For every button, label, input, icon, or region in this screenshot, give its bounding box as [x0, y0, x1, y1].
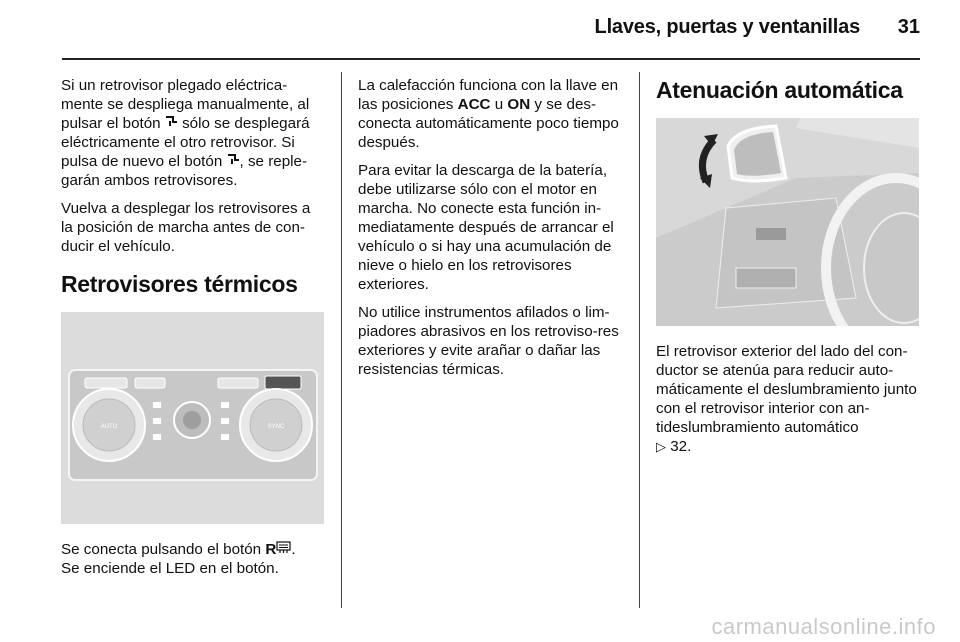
sync-label: SYNC	[267, 424, 285, 430]
paragraph-ignition: La calefacción funciona con la llave en las posiciones ACC u ON y se des-conecta automáticamente poco tiempo después.	[358, 77, 619, 151]
paragraph-folding: Si un retrovisor plegado eléctrica-mente se despliega manualmente, al pulsar el botón sólo se desplegará eléctricamente el otro retrovisor. Si pulsa de nuevo el botón , se reple-garán ambos retrovisores.	[61, 77, 310, 189]
paragraph-redeploy: Vuelva a desplegar los retrovisores a la posición de marcha antes de con-ducir el vehículo.	[61, 200, 311, 255]
column-divider-1	[341, 72, 342, 608]
mirror-illustration	[656, 118, 919, 326]
column-3	[656, 76, 922, 465]
climate-control-illustration	[61, 312, 324, 524]
heading-auto-dimming: Atenuación automática	[656, 77, 903, 103]
auto-label: AUTO	[100, 424, 118, 430]
on-position-label: ON	[507, 96, 531, 113]
column-divider-2	[639, 72, 640, 608]
page-reference[interactable]: 32.	[670, 438, 692, 455]
mirror-fold-icon	[165, 114, 178, 133]
mirror-fold-icon	[227, 152, 240, 171]
heading-heated-mirrors: Retrovisores térmicos	[61, 271, 298, 297]
watermark: carmanualsonline.info	[711, 614, 936, 639]
header-rule	[62, 58, 920, 60]
page-header-title: Llaves, puertas y ventanillas	[594, 16, 860, 38]
acc-position-label: ACC	[457, 96, 491, 113]
page-reference-icon: ▷	[656, 439, 666, 454]
rear-defrost-icon: R	[265, 540, 291, 559]
paragraph-auto-dimming: El retrovisor exterior del lado del con-ductor se atenúa para reducir auto-máticamente el deslumbramiento junto con el retrovisor interior con an-tideslumbramiento automático ▷ 32.	[656, 343, 917, 455]
page-number: 31	[897, 16, 920, 38]
column-1	[61, 76, 326, 587]
paragraph-care: No utilice instrumentos afilados o lim-piadores abrasivos en los retroviso-res exteriores y evite arañar o dañar las resistencias térmicas.	[358, 304, 619, 378]
column-2	[358, 76, 624, 388]
paragraph-battery: Para evitar la descarga de la batería, debe utilizarse sólo con el motor en marcha. No conecte esta función in-mediatamente después de arrancar el vehículo o si hay una acumulación de nieve o hielo en los retrovisores exteriores.	[358, 162, 614, 293]
paragraph-activation: Se conecta pulsando el botón R . Se enciende el LED en el botón.	[61, 541, 296, 577]
